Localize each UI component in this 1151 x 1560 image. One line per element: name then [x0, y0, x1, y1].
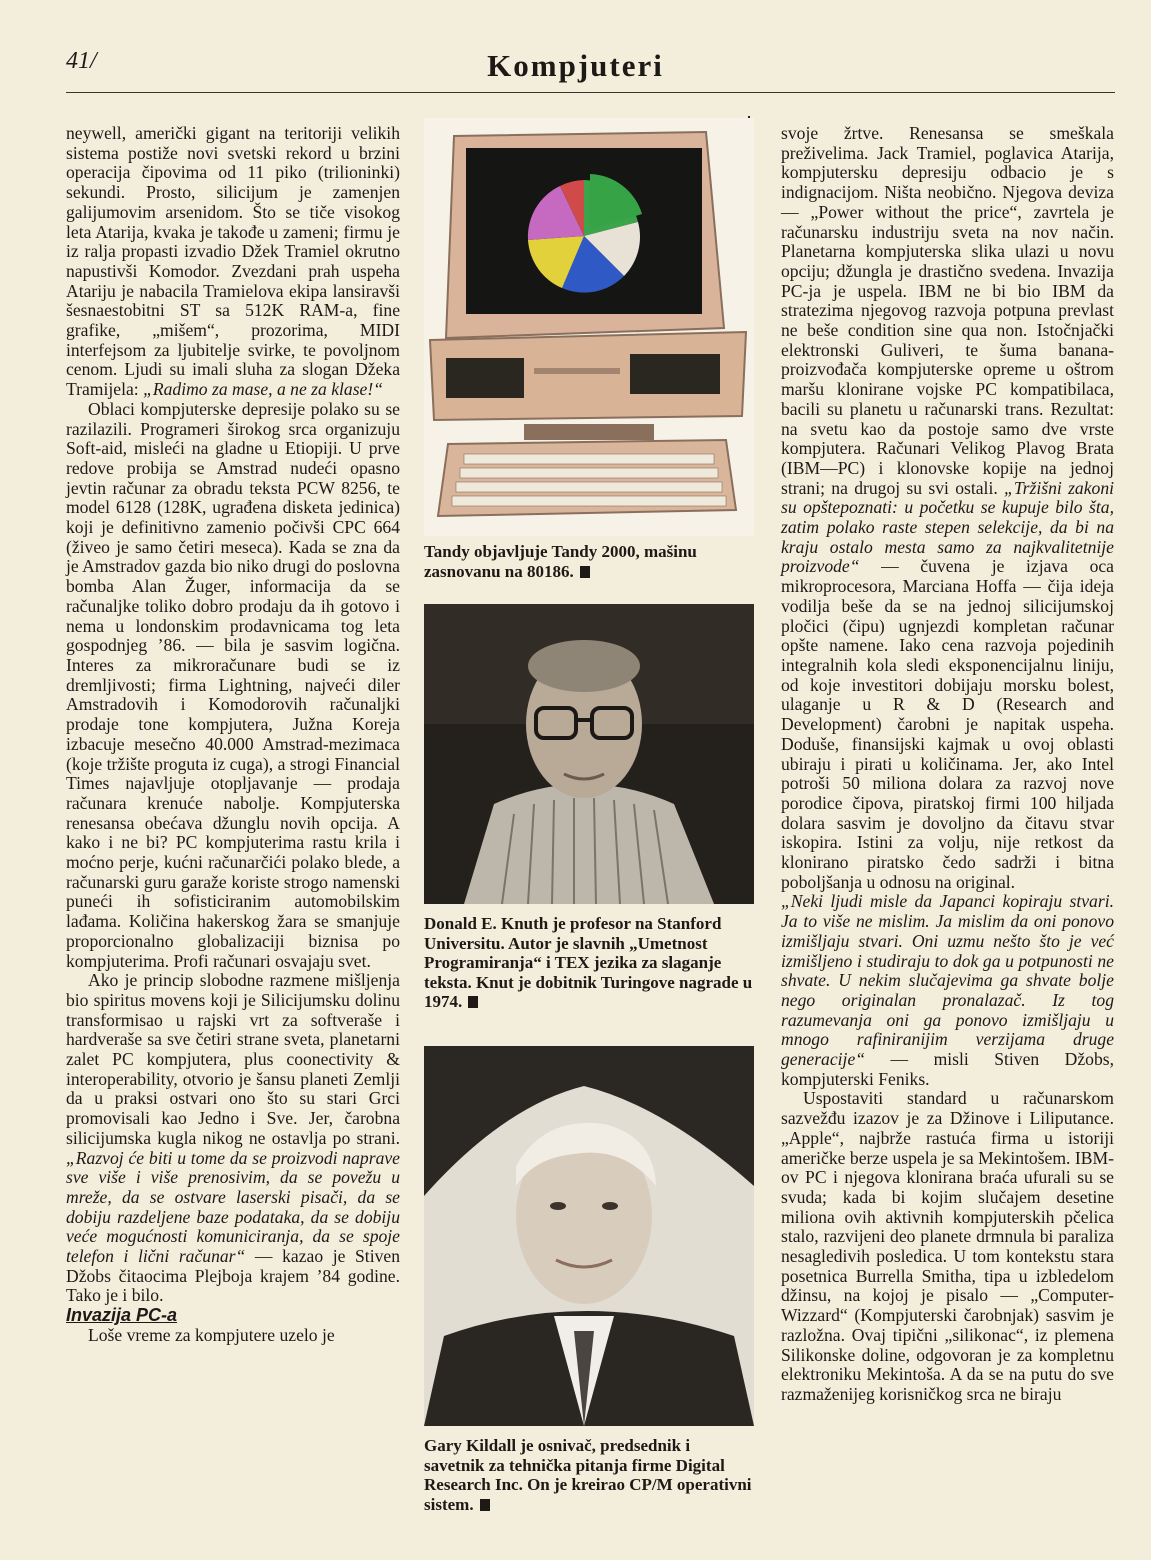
section-title: Kompjuteri: [487, 48, 664, 83]
left-paragraph-1: [66, 124, 400, 400]
figure-tandy-computer: [424, 118, 754, 593]
end-mark: [468, 996, 478, 1008]
donald-knuth-photo: [424, 604, 754, 904]
end-mark: [580, 566, 590, 578]
figure-knuth: [424, 604, 754, 1014]
jobs-playboy-quote: „Razvoj će biti u tome da se proizvodi naprave sve više i više prenosivim, da se povežu u mreže, da se ostvare laserski pisači, da se dobiju razdeljene baze podataka, da se dobiju veće mogućnosti komuniciranja, da se spoje telefon i lični računar“: [66, 1147, 400, 1267]
left-paragraph-1-text: neywell, američki gigant na teritoriji velikih sistema postiže novi svetski rekord u brzini operacija čipovima od 11 piko (trilioninki) sekundi. Prosto, silicijum je zamenjen galijumovim arsenidom. Što se tiče visokog leta Atarija, kvaka je takođe u zameni; firmu je iz ralja propasti izvadio Džek Tramiel okrutno napustivši Komodor. Zvezdani prah uspeha Atariju je nabacila Tramielova ekipa lansiravši šesnaestobitni ST sa 512K RAM-a, fine grafike, „mišem“, prozorima, MIDI interfejsom za ljubitelje svirke, te povoljnom cenom. Ljudi su imali sluha za slogan Džeka Tramijela:: [66, 123, 400, 400]
figure-kildall: [424, 1046, 754, 1546]
tramiel-slogan-quote: „Radimo za mase, a ne za klase!“: [143, 379, 384, 400]
subheading-invazija: Invazija PC-a: [66, 1305, 178, 1326]
tandy-caption-text: Tandy objavljuje Tandy 2000, mašinu zasnovanu na 80186.: [424, 542, 697, 581]
left-paragraph-3-text: Ako je princip slobodne razmene mišljenja bio spiritus movens koji je Silicijumsku dolinu transformisao u rajski vrt za softveraše i hardveraše sa sve četiri strane sveta, planetarni zalet PC kompjutera, plus coonectivity & interoperability, otvorio je šansu planeti Zemlji da u praksi ostvari ono što su stari Grci promovisali kao Jedno i Sve. Jer, čarobna silicijumska kugla nikog ne ostavlja po strani.: [66, 970, 400, 1148]
tandy-computer-photo: [424, 118, 754, 536]
jobs-japan-quote: „Neki ljudi misle da Japanci kopiraju stvari. Ja to više ne mislim. Ja mislim da oni ponovo izmišljaju stvari. Oni uzmu nešto što je već izmišljeno i studiraju to dok ga u potpunosti ne shvate. U nekim slučajevima ga shvate bolje nego originalan pronalazač. Iz tog razumevanja oni ga ponovo izmišljaju u mnogo rafiniranijim verzijama druge generacije“: [781, 891, 1114, 1070]
left-paragraph-3: [66, 971, 400, 1306]
right-column: [781, 124, 1114, 1405]
end-mark: [480, 1499, 490, 1511]
hoff-quote: „Tržišni zakoni su opštepoznati: u početku se kupuje bilo šta, zatim polako raste stepen selekcije, da bi na kraju ostalo mesta samo za najkvalitetnije proizvode“: [781, 477, 1114, 577]
left-paragraph-4: Loše vreme za kompjutere uzelo je: [88, 1324, 335, 1345]
right-paragraph-1-text: svoje žrtve. Renesansa se smeškala preživelima. Jack Tramiel, poglavica Atarija, kompjutersku depresiju odbacio je s indignacijom. Ništa neobično. Njegova deviza — „Power without the price“, zavrtela je računarsku industriju sveta na nov način. Planetarna kompjuterska slika ulazi u novu opciju; džungla je drastično svedena. Invazija PC-ja je uspela. IBM ne bi bio IBM da stratezima njegovog razvoja potpuna prevlast ne beše condition sine qua non. Istočnjački elektronski Guliveri, te šuma banana-proizvođača kompjuterske opreme u oštrom maršu klonirane vojske PC kompatibilaca, bacili su planetu u računarski trans. Rezultat: na svetu kao da postoje samo dve vrste kompjutera. Računari Velikog Plavog Brata (IBM—PC) i klonovske kopije na jednoj strani; na drugoj su svi ostali.: [781, 123, 1114, 498]
knuth-caption-text: Donald E. Knuth je profesor na Stanford Universitu. Autor je slavnih „Umetnost Programiranja“ i TEX jezika za slaganje teksta. Knut je dobitnik Turingove nagrade u 1974.: [424, 914, 753, 1012]
right-paragraph-2: [781, 892, 1114, 1089]
page-number: 41/: [66, 48, 97, 74]
right-paragraph-2-end: — misli Stiven Džobs, kompjuterski Feniks.: [781, 1049, 1114, 1089]
kildall-caption: [424, 1436, 754, 1514]
kildall-caption-text: Gary Kildall je osnivač, predsednik i savetnik za tehnička pitanja firme Digital Research Inc. On je kreirao CP/M operativni sistem.: [424, 1436, 752, 1514]
left-paragraph-3-end: — kazao je Stiven Džobs čitaocima Plejboja krajem ’84 godine. Tako je i bilo.: [66, 1246, 400, 1306]
left-paragraph-2: Oblaci kompjuterske depresije polako su se razilazili. Programeri širokog srca organizuju Soft-aid, misleći na gladne u Etiopiji. U prve redove probija se Amstrad nudeći opasno jevtin računar za obradu teksta PCW 8256, te model 6128 (128K, ugrađena disketa jedinica) koji je definitivno zamenio počivši CPC 664 (živeo je samo četiri meseca). Kada se zna da je Amstradov gazda bio niko drugi do poslovna bomba Alan Žuger, informacija da se računaljke toliko dobro prodaju da ih gotovo i nema u londonskim prodavnicama tog leta gospodnjeg ’86. — bila je sasvim logična. Interes za mikroračunare budi se iz dremljivosti; firma Lightning, najveći diler Amstradovih i Komodorovih računaljki prodaje tone kompjutera, Južna Koreja izbacuje mesečno 40.000 Amstrad-mezimaca (koje tržište proguta iz cuga), a strogi Financial Times najavljuje otopljavanje — prodaja računara krenuće nabolje. Kompjuterska renesansa obećava džunglu novih opcija. A kako i ne bi? PC kompjuterima rastu krila i moćno perje, kućni računarčići polako blede, a računarski guru garaže koriste strogo namenski puneći ih sofisticiranim automobilskim lađama. Količina hakerskog žara se smanjuje proporcionalno globalizaciji biznisa po kompjuterima. Profi računari osvajaju svet.: [66, 398, 400, 971]
knuth-caption: [424, 914, 754, 1012]
left-column: [66, 124, 400, 1346]
header-rule: [66, 92, 1115, 93]
right-paragraph-3: Uspostaviti standard u računarskom sazvežđu izazov je za Džinove i Liliputance. „Apple“, najbrže rastuća firma u istoriji američke berze uspela je sa Mekintošem. IBM-ov PC i njegova klonirana braća ufurali su se svuda; kada bi kojim slučajem desetine miliona ovih aktivnih kompjuterskih pčelica stalo, razvijeni deo planete drmnula bi paraliza nesagledivih posledica. U tom kontekstu stara posetnica Burrella Smitha, tipa u izbledelom džinsu, na kojoj je pisalo — „Computer-Wizzard“ (Kompjuterski čarobnjak) sasvim je razložna. Ovaj tipični „silikonac“, iz plemena Silikonske doline, odgovoran je za kompletnu elektroniku Mekintoša. A da se na putu do sve razmaženijeg korisničkog srca ne biraju: [781, 1088, 1114, 1404]
gary-kildall-photo: [424, 1046, 754, 1426]
tandy-caption: [424, 542, 754, 581]
right-paragraph-1: [781, 124, 1114, 892]
right-paragraph-1-end: — čuvena je izjava oca mikroprocesora, Marciana Hoffa — čija ideja vodilja beše da se na jednoj silicijumskoj pločici (čipu) ugnjezdi kompletan računar opšte namene. Iako cena razvoja pojedinih integralnih kola sledi eksponencijalnu liniju, od koje investitori dobijaju morsku bolest, ulaganje u R & D (Research and Development) čarobni je napitak uspeha. Doduše, finansijski kajmak u ovoj oblasti ubiraju i pirati u količinama. Jer, ako Intel potroši 50 miliona dolara za razvoj nove porodice čipova, piratskoj firmi 100 hiljada dolara sasvim je dovoljno da čitavu stvar iskopira. Istini za volju, nije retkost da klonirano piratsko čedo sadrži i bitna poboljšanja u odnosu na original.: [781, 556, 1114, 892]
